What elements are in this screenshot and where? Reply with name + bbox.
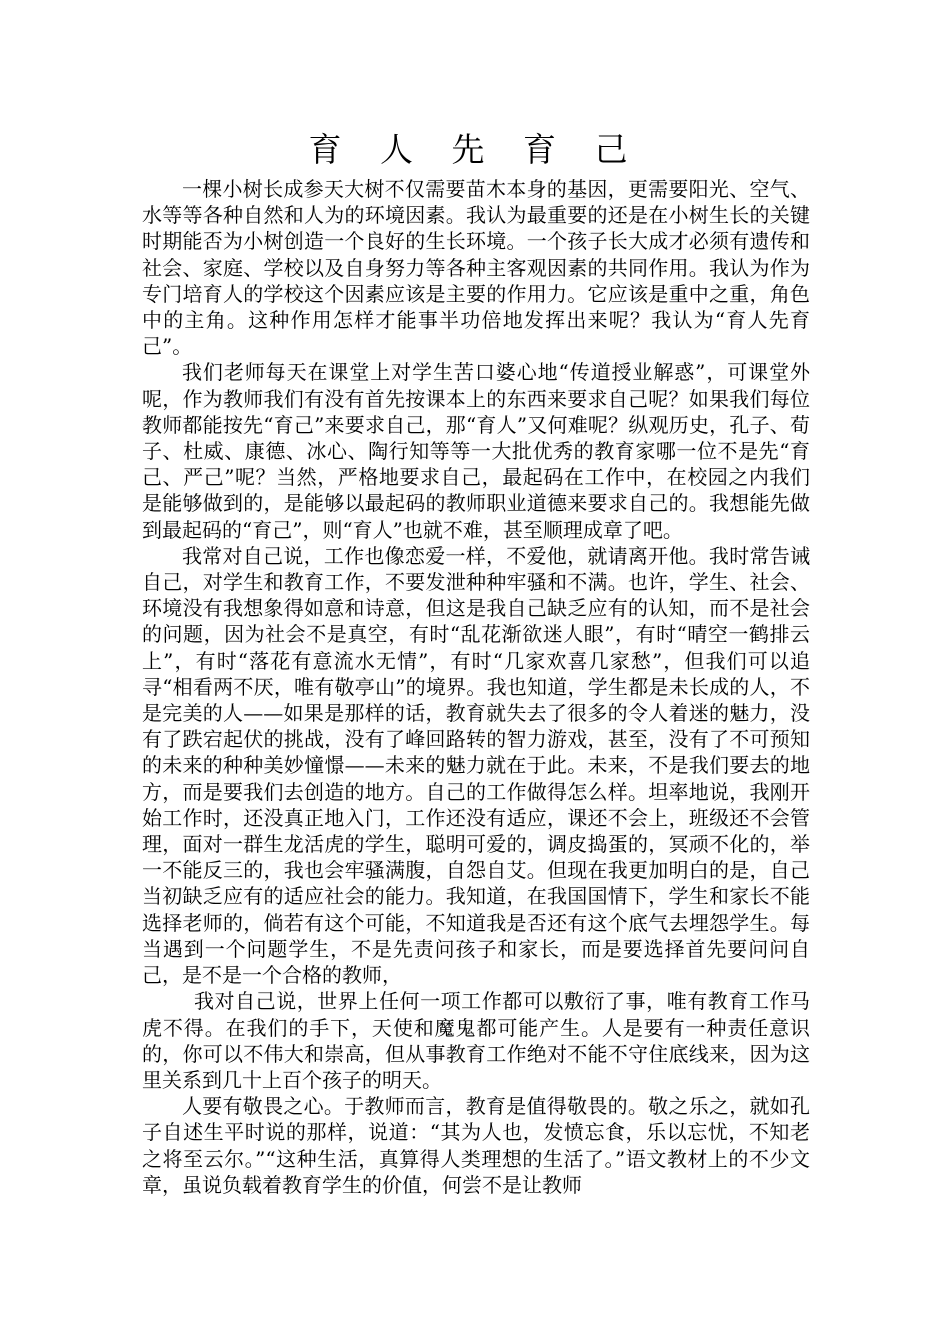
paragraph: 人要有敬畏之心。于教师而言，教育是值得敬畏的。敬之乐之，就如孔子自述生平时说的那样，说道：“其为人也，发愤忘食，乐以忘忧，不知老之将至云尔。”“这种生活，真算得人类理想的生活了。”语文教材上的不少文章，虽说负载着教育学生的价值，何尝不是让教师	[142, 1094, 810, 1197]
paragraph: 我常对自己说，工作也像恋爱一样，不爱他，就请离开他。我时常告诫自己，对学生和教育工作，不要发泄种种牢骚和不满。也许，学生、社会、环境没有我想象得如意和诗意，但这是我自己缺乏应有的认知，而不是社会的问题，因为社会不是真空，有时“乱花渐欲迷人眼”，有时“晴空一鹤排云上”，有时“落花有意流水无情”，有时“几家欢喜几家愁”，但我们可以追寻“相看两不厌，唯有敬亭山”的境界。我也知道，学生都是未长成的人，不是完美的人——如果是那样的话，教育就失去了很多的令人着迷的魅力，没有了跌宕起伏的挑战，没有了峰回路转的智力游戏，甚至，没有了不可预知的未来的种种美妙憧憬——未来的魅力就在于此。未来，不是我们要去的地方，而是要我们去创造的地方。自己的工作做得怎么样。坦率地说，我刚开始工作时，还没真正地入门，工作还没有适应，课还不会上，班级还不会管理，面对一群生龙活虎的学生，聪明可爱的，调皮捣蛋的，冥顽不化的，举一不能反三的，我也会牢骚满腹，自怨自艾。但现在我更加明白的是，自己当初缺乏应有的适应社会的能力。我知道，在我国国情下，学生和家长不能选择老师的，倘若有这个可能，不知道我是否还有这个底气去埋怨学生。每当遇到一个问题学生，不是先责问孩子和家长，而是要选择首先要问问自己，是不是一个合格的教师，	[142, 543, 810, 988]
document-body	[142, 176, 810, 1198]
paragraph: 我对自己说，世界上任何一项工作都可以敷衍了事，唯有教育工作马虎不得。在我们的手下，天使和魔鬼都可能产生。人是要有一种责任意识的，你可以不伟大和崇高，但从事教育工作绝对不能不守住底线来，因为这里关系到几十上百个孩子的明天。	[142, 989, 810, 1092]
paragraph: 我们老师每天在课堂上对学生苦口婆心地“传道授业解惑”，可课堂外呢，作为教师我们有没有首先按课本上的东西来要求自己呢？如果我们每位教师都能按先“育己”来要求自己，那“育人”又何难呢？纵观历史，孔子、荀子、杜威、康德、冰心、陶行知等等一大批优秀的教育家哪一位不是先“育己、严己”呢？当然，严格地要求自己，最起码在工作中，在校园之内我们是能够做到的，是能够以最起码的教师职业道德来要求自己的。我想能先做到最起码的“育己”，则“育人”也就不难，甚至顺理成章了吧。	[142, 360, 810, 542]
document-title: 育 人 先 育 己	[308, 130, 642, 169]
paragraph: 一棵小树长成参天大树不仅需要苗木本身的基因，更需要阳光、空气、水等等各种自然和人为的环境因素。我认为最重要的还是在小树生长的关键时期能否为小树创造一个良好的生长环境。一个孩子长大成才必须有遗传和社会、家庭、学校以及自身努力等各种主客观因素的共同作用。我认为作为专门培育人的学校这个因素应该是主要的作用力。它应该是重中之重，角色中的主角。这种作用怎样才能事半功倍地发挥出来呢？我认为“育人先育己”。	[142, 177, 810, 359]
